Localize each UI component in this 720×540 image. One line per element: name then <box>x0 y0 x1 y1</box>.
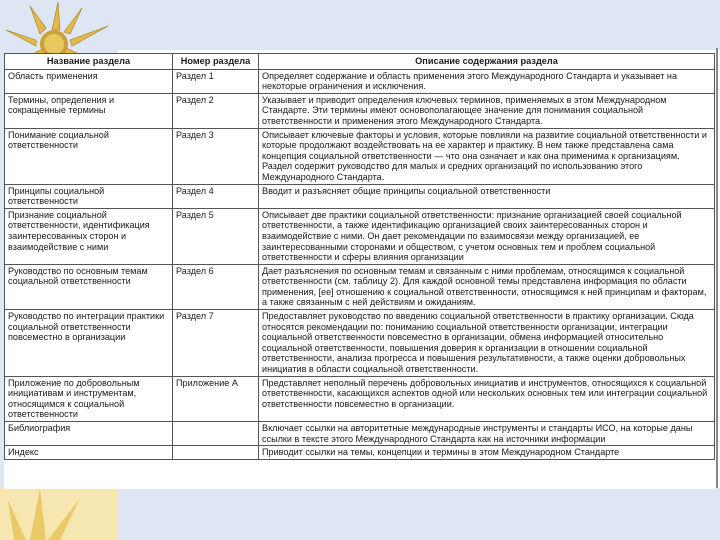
section-description: Определяет содержание и область применения этого Международного Стандарта и указывает на некоторые ограничения и исключения. <box>259 69 715 93</box>
table-row <box>5 264 715 309</box>
section-number <box>173 422 259 446</box>
table-row <box>5 208 715 264</box>
section-number: Раздел 4 <box>173 184 259 208</box>
section-name: Принципы социальной ответственности <box>5 184 173 208</box>
section-number <box>173 446 259 460</box>
section-number: Раздел 3 <box>173 128 259 184</box>
section-description: Включает ссылки на авторитетные международные инструменты и стандарты ИСО, на которые даны ссылки в тексте этого Международного Стандарта как на источники информации <box>259 422 715 446</box>
section-number: Раздел 5 <box>173 208 259 264</box>
section-name: Термины, определения и сокращенные термины <box>5 93 173 128</box>
table-row <box>5 69 715 93</box>
section-name: Библиография <box>5 422 173 446</box>
table-row <box>5 422 715 446</box>
section-description: Представляет неполный перечень добровольных инициатив и инструментов, относящихся к социальной ответственности, касающихся аспектов одной или нескольких основных тем или интеграции социальной ответственности повсеместно в организации. <box>259 376 715 421</box>
iso-sections-table <box>4 53 715 460</box>
section-description: Дает разъяснения по основным темам и связанным с ними проблемам, относящимся к социальной ответственности (см. таблицу 2). Для каждой основной темы представлена информация по области применения, [ее] отношению к социальной ответственности, относящимся к ней принципам и факторам, а также связанным с ней действиям и ожиданиям. <box>259 264 715 309</box>
table-row <box>5 184 715 208</box>
section-description: Указывает и приводит определения ключевых терминов, применяемых в этом Международном Стандарте. Эти термины имеют основополагающее значение для понимания социальной ответственности и применения этого Международного Стандарта. <box>259 93 715 128</box>
section-name: Руководство по интеграции практики социальной ответственности повсеместно в организации <box>5 310 173 377</box>
section-name: Индекс <box>5 446 173 460</box>
section-name: Понимание социальной ответственности <box>5 128 173 184</box>
section-name: Приложение по добровольным инициативам и инструментам, относящимся к социальной ответственности <box>5 376 173 421</box>
header-section-description: Описание содержания раздела <box>259 54 715 70</box>
table-header-row <box>5 54 715 70</box>
section-description: Приводит ссылки на темы, концепции и термины в этом Международном Стандарте <box>259 446 715 460</box>
slide-right-edge <box>716 48 718 488</box>
section-name: Область применения <box>5 69 173 93</box>
section-name: Признание социальной ответственности, идентификация заинтересованных сторон и взаимодействие с ними <box>5 208 173 264</box>
section-number: Раздел 2 <box>173 93 259 128</box>
document-table-container <box>4 53 715 489</box>
table-row <box>5 310 715 377</box>
section-number: Раздел 1 <box>173 69 259 93</box>
sun-decoration-icon <box>0 0 120 60</box>
section-number: Приложение А <box>173 376 259 421</box>
section-description: Вводит и разъясняет общие принципы социальной ответственности <box>259 184 715 208</box>
header-section-name: Название раздела <box>5 54 173 70</box>
section-description: Описывает две практики социальной ответственности: признание организацией своей социальной ответственности, а также идентификацию организацией своих заинтересованных сторон и взаимодействие с ними. Он дает рекомендации по взаимосвязи между организацией, ее заинтересованными сторонами и обществом, с учетом основных тем и проблем социальной ответственности и сферы влияния организации <box>259 208 715 264</box>
section-number: Раздел 6 <box>173 264 259 309</box>
section-name: Руководство по основным темам социальной ответственности <box>5 264 173 309</box>
section-number: Раздел 7 <box>173 310 259 377</box>
header-section-number: Номер раздела <box>173 54 259 70</box>
table-row <box>5 376 715 421</box>
table-row <box>5 93 715 128</box>
table-row <box>5 128 715 184</box>
section-description: Предоставляет руководство по введению социальной ответственности в практику организации. Сюда относятся рекомендации по: пониманию социальной ответственности организации, интеграции социальной ответственности повсеместно в организации, обмена информацией относительно социальной ответственности, повышения доверия к организации в отношении социальной ответственности, анализа прогресса и повышения результативности, а также оценки добровольных инициатив в области социальной ответственности. <box>259 310 715 377</box>
section-description: Описывает ключевые факторы и условия, которые повлияли на развитие социальной ответственности и которые продолжают воздействовать на ее характер и практику. В нем также представлена сама концепция социальной ответственности — что она означает и как она применима к организациям. Раздел содержит руководство для малых и средних организаций по использованию этого Международного Стандарта. <box>259 128 715 184</box>
table-row <box>5 446 715 460</box>
